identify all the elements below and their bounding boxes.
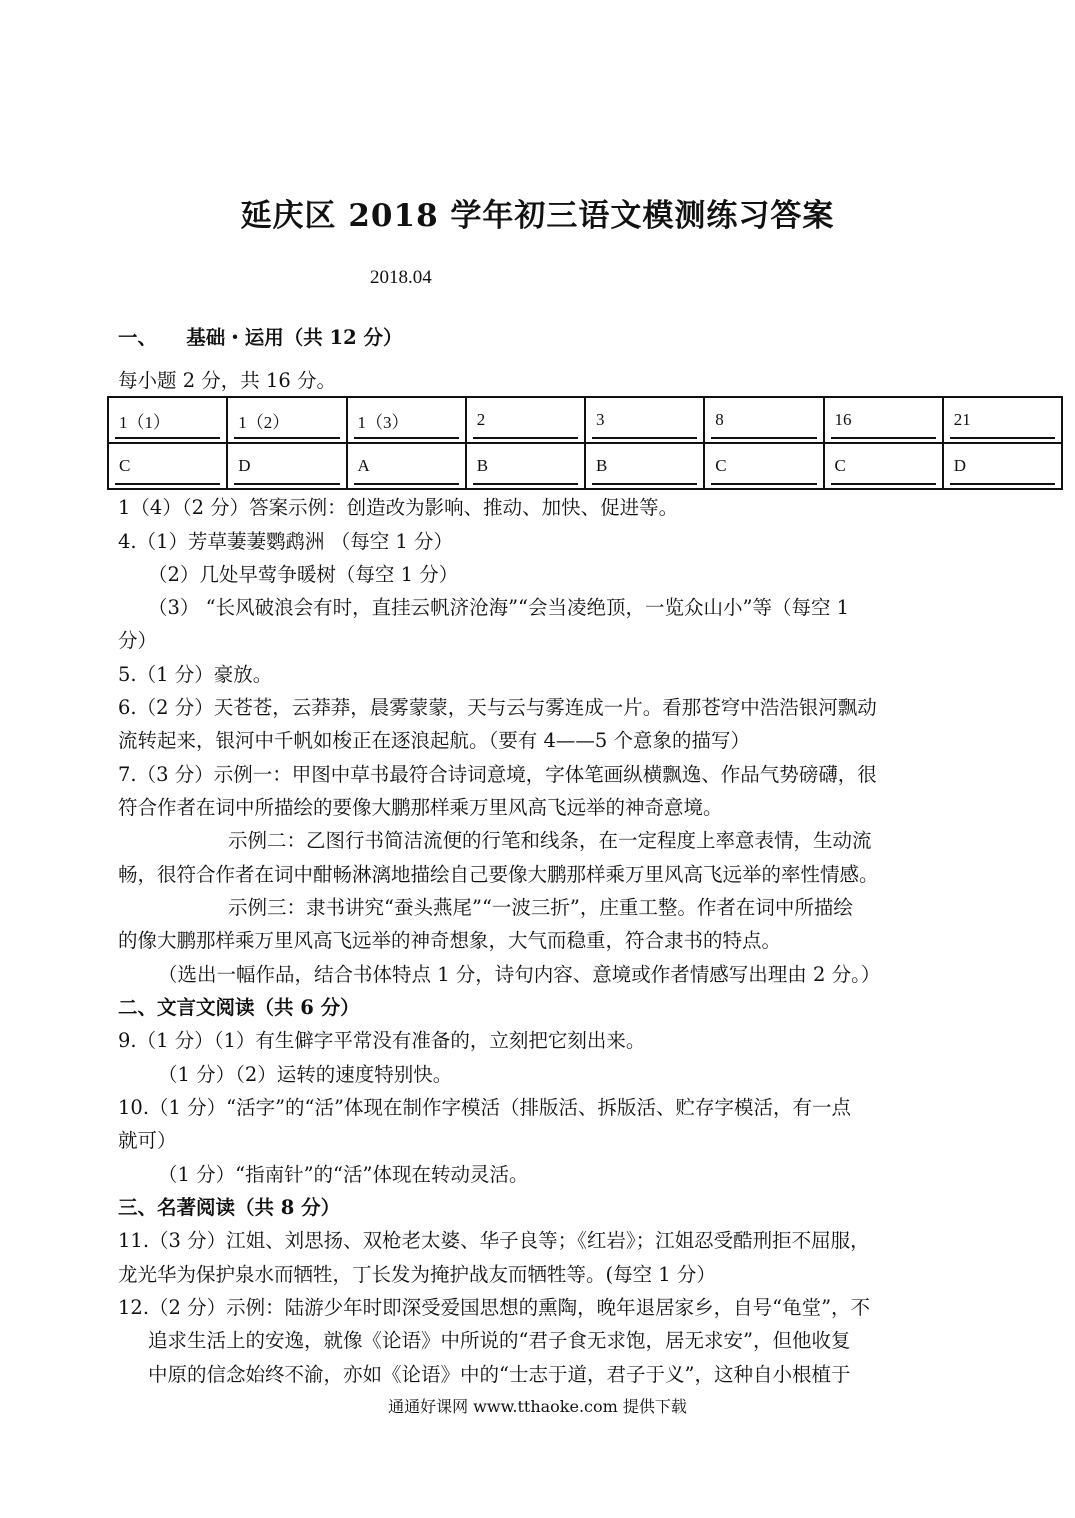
answer-line: 9.（1 分）（1）有生僻字平常没有准备的，立刻把它刻出来。	[118, 1029, 646, 1052]
answer-line: 4.（1）芳草萋萋鹦鹉洲 （每空 1 分）	[118, 530, 454, 553]
table-cell: C	[824, 443, 943, 489]
answer-line: （3） “长风破浪会有时，直挂云帆济沧海”“会当凌绝顶，一览众山小”等（每空 1	[148, 596, 850, 619]
section-1-note: 每小题 2 分，共 16 分。	[118, 369, 337, 392]
answer-line: 1（4）（2 分）答案示例：创造改为影响、推动、加快、促进等。	[118, 496, 679, 519]
answer-line: 示例二：乙图行书简洁流便的行笔和线条，在一定程度上率意表情，生动流	[228, 829, 872, 852]
table-cell: 1（3）	[347, 397, 466, 443]
table-cell: 3	[585, 397, 704, 443]
answer-line: 12.（2 分）示例：陆游少年时即深受爱国思想的熏陶，晚年退居家乡，自号“龟堂”，不	[118, 1296, 871, 1319]
answer-line: 5.（1 分）豪放。	[118, 663, 273, 686]
document-title: 延庆区 2018 学年初三语文模测练习答案	[240, 198, 835, 234]
section-3-heading: 三、名著阅读（共 8 分）	[118, 1196, 341, 1219]
answer-line: 分）	[118, 629, 158, 652]
answer-line: 示例三：隶书讲究“蚕头燕尾”“一波三折”，庄重工整。作者在词中所描绘	[228, 896, 853, 919]
answer-line: 流转起来，银河中千帆如梭正在逐浪起航。（要有 4——5 个意象的描写）	[118, 729, 750, 752]
answer-line: 中原的信念始终不渝，亦如《论语》中的“士志于道，君子于义”，这种自小根植于	[148, 1363, 851, 1386]
table-cell: 21	[943, 397, 1062, 443]
table-cell: 16	[824, 397, 943, 443]
answer-line: 7.（3 分）示例一：甲图中草书最符合诗词意境，字体笔画纵横飘逸、作品气势磅礴，很	[118, 763, 877, 786]
document-date: 2018.04	[370, 267, 432, 288]
answer-line: 就可）	[118, 1129, 177, 1152]
answer-line: 龙光华为保护泉水而牺牲，丁长发为掩护战友而牺牲等。(每空 1 分）	[118, 1263, 716, 1286]
answer-line: 畅，很符合作者在词中酣畅淋漓地描绘自己要像大鹏那样乘万里风高飞远举的率性情感。	[118, 863, 879, 886]
table-cell: D	[943, 443, 1062, 489]
answer-table-header-row	[108, 397, 1062, 443]
answer-line: 6.（2 分）天苍苍，云莽莽，晨雾蒙蒙，天与云与雾连成一片。看那苍穹中浩浩银河飘动	[118, 696, 877, 719]
table-cell: C	[704, 443, 823, 489]
table-cell: 1（1）	[108, 397, 227, 443]
table-cell: 2	[466, 397, 585, 443]
answer-line: 11.（3 分）江姐、刘思扬、双枪老太婆、华子良等；《红岩》；江姐忍受酷刑拒不屈服，	[118, 1229, 870, 1252]
answer-line: 符合作者在词中所描绘的要像大鹏那样乘万里风高飞远举的神奇意境。	[118, 796, 723, 819]
answer-line: 10.（1 分）“活字”的“活”体现在制作字模活（排版活、拆版活、贮存字模活，有一点	[118, 1096, 851, 1119]
answer-line: （2）几处早莺争暖树（每空 1 分）	[148, 563, 459, 586]
table-cell: A	[347, 443, 466, 489]
answer-line: （选出一幅作品，结合书体特点 1 分，诗句内容、意境或作者情感写出理由 2 分。）	[158, 963, 881, 986]
answer-line: （1 分）（2）运转的速度特别快。	[158, 1063, 453, 1086]
answer-line: 的像大鹏那样乘万里风高飞远举的神奇想象，大气而稳重，符合隶书的特点。	[118, 929, 782, 952]
answer-table-answer-row	[108, 443, 1062, 489]
section-2-heading: 二、文言文阅读（共 6 分）	[118, 996, 360, 1019]
table-cell: C	[108, 443, 227, 489]
answer-table	[107, 396, 1063, 490]
table-cell: B	[466, 443, 585, 489]
table-cell: 8	[704, 397, 823, 443]
table-cell: D	[227, 443, 346, 489]
answer-line: （1 分）“指南针”的“活”体现在转动灵活。	[158, 1163, 529, 1186]
answer-line: 追求生活上的安逸，就像《论语》中所说的“君子食无求饱，居无求安”，但他收复	[148, 1329, 851, 1352]
table-cell: 1（2）	[227, 397, 346, 443]
table-cell: B	[585, 443, 704, 489]
footer-source: 通通好课网 www.tthaoke.com 提供下载	[388, 1397, 687, 1416]
section-1-heading: 一、 基础・运用（共 12 分）	[118, 326, 403, 349]
